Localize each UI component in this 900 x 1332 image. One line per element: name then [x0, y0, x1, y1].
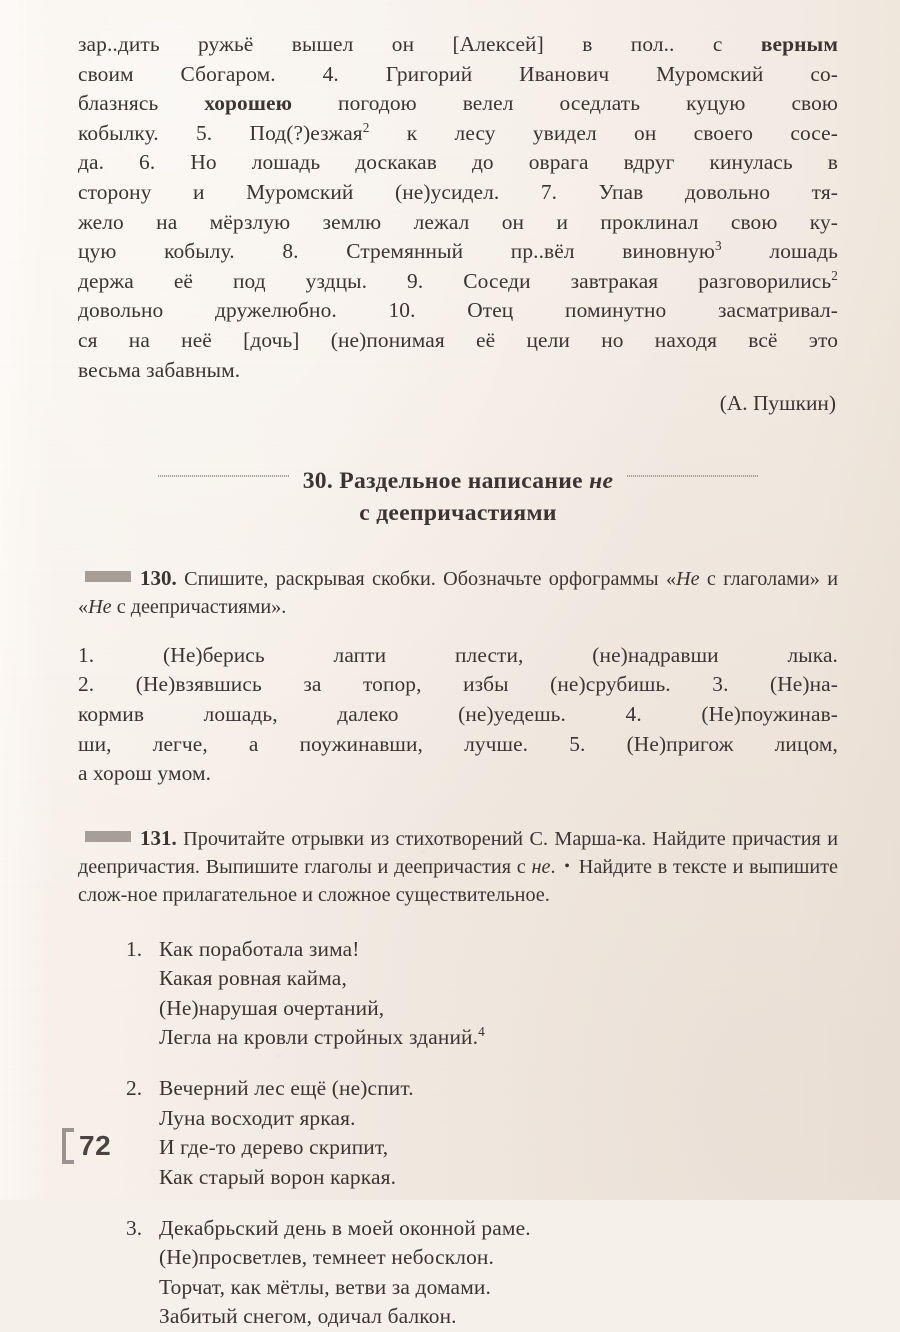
- text-run: держа её под уздцы. 9. Соседи завтракая разговорились: [78, 268, 832, 293]
- section-title: [303, 466, 614, 497]
- poem-stanza: [126, 1074, 838, 1192]
- text-run: (Не)нарушая очертаний,: [159, 995, 385, 1020]
- section-subtitle: с деепричастиями: [359, 499, 557, 526]
- passage-line: [78, 237, 838, 267]
- passage-line: [78, 356, 838, 386]
- passage-line: [78, 296, 838, 326]
- poem-line: [159, 1104, 838, 1133]
- text-run: весьма забавным.: [78, 357, 241, 382]
- stanza-number: 3.: [126, 1216, 143, 1240]
- analysis-marker: 4: [478, 1023, 485, 1039]
- text-run: Как старый ворон каркая.: [159, 1164, 397, 1189]
- text-run: Найдите в тексте и выпишите слож-: [78, 855, 839, 906]
- exercise-130-task: [78, 564, 838, 621]
- poem-line: [159, 1302, 838, 1331]
- exercise-131-task: [78, 824, 838, 909]
- bullet-separator-icon: •: [564, 857, 570, 875]
- passage-line: [78, 30, 838, 60]
- heading-rule-right-icon: [627, 475, 758, 488]
- exercise-marker-icon: [85, 571, 131, 582]
- text-run: Забитый снегом, одичал балкон.: [159, 1304, 457, 1329]
- text-run: да. 6. Но лошадь доскакав до оврага вдруг кинулась в: [78, 150, 838, 175]
- folio-bracket-icon: [62, 1128, 74, 1164]
- text-run: «: [665, 567, 677, 590]
- text-run: довольно дружелюбно. 10. Отец поминутно засматривал-: [78, 298, 838, 323]
- text-run: Вечерний лес ещё (не)спит.: [159, 1076, 414, 1101]
- text-run: Луна восходит яркая.: [159, 1105, 356, 1130]
- passage-line: [78, 326, 838, 356]
- text-run: к лесу увидел он своего сосе-: [369, 120, 838, 145]
- poem-line: [159, 1214, 838, 1243]
- section-title-italic: не: [589, 467, 614, 494]
- text-run: (Не)просветлев, темнеет небосклон.: [159, 1245, 495, 1270]
- text-run: ное прилагательное и сложное существительное.: [127, 883, 550, 906]
- exercise-131: [78, 824, 838, 1332]
- stanza-number: 2.: [126, 1076, 143, 1101]
- emphasis-italic: Не: [88, 595, 112, 618]
- poem-line: [159, 1243, 838, 1272]
- poem-line: [159, 1133, 838, 1162]
- passage-line: [78, 208, 838, 238]
- emphasis-italic: Не: [676, 567, 700, 590]
- page-number: 72: [79, 1130, 112, 1161]
- text-run: Легла на кровли стройных зданий.: [159, 1024, 479, 1049]
- text-run: с деепричастиями».: [111, 595, 287, 618]
- exercise-sentence-line: 1. (Не)берись лапти плести, (не)надравши лыка.: [78, 642, 838, 667]
- text-run: Какая ровная кайма,: [159, 966, 347, 991]
- poem-stanza: [126, 935, 838, 1053]
- stanza-lines: [159, 1214, 838, 1332]
- section-heading-row: [78, 466, 838, 497]
- passage-line: [78, 60, 838, 90]
- emphasis-bold: хорошею: [204, 91, 293, 116]
- stanza-number: 1.: [126, 936, 143, 961]
- exercise-sentence-line: ши, легче, а поужинавши, лучше. 5. (Не)пригож лицом,: [78, 731, 838, 756]
- text-run: сторону и Муромский (не)усидел. 7. Упав довольно тя-: [78, 179, 838, 204]
- passage-line: [78, 89, 838, 119]
- text-run: и деепричастия с: [377, 855, 532, 878]
- heading-rule-left-icon: [158, 475, 289, 488]
- passage-line: [78, 119, 838, 149]
- poem-line: [159, 1273, 838, 1302]
- exercise-131-number: 131.: [140, 825, 177, 850]
- text-run: ся на неё [дочь] (не)понимая её цели но находя всё это: [78, 327, 838, 352]
- exercise-130: [78, 564, 838, 789]
- poem-line: [159, 935, 838, 964]
- exercise-131-task-text: [78, 825, 839, 906]
- passage-line: [78, 178, 838, 208]
- poem-line: [159, 964, 838, 993]
- text-run: лошадь: [721, 239, 838, 264]
- section-heading: [78, 466, 838, 529]
- exercise-sentence-line: а хорош умом.: [78, 761, 212, 786]
- exercise-sentence-line: 2. (Не)взявшись за топор, избы (не)срубишь. 3. (Не)на-: [78, 672, 838, 697]
- text-run: ка. Найдите причастия и деепричастия. Выпишите глаголы: [78, 827, 839, 878]
- stanza-lines: [159, 1074, 838, 1192]
- text-run: Спишите, раскрывая скобки. Обозначьте орфограммы: [184, 567, 666, 590]
- exercise-sentence-line: кормив лошадь, далеко (не)уедешь. 4. (Не)поужинав-: [78, 701, 838, 726]
- exercise-130-task-text: [78, 565, 838, 618]
- text-run: Торчат, как мётлы, ветви за домами.: [159, 1274, 491, 1299]
- passage-line: [78, 267, 838, 297]
- emphasis-bold: верным: [760, 32, 838, 56]
- poem-line: [159, 1163, 838, 1192]
- poem-line: [159, 1023, 838, 1052]
- poem-line: [159, 1074, 838, 1103]
- analysis-marker: 3: [715, 238, 722, 254]
- analysis-marker: 2: [831, 267, 838, 283]
- exercise-marker-icon: [85, 831, 131, 842]
- passage-line: [78, 148, 838, 178]
- passage-attribution: (А. Пушкин): [719, 391, 836, 416]
- analysis-marker: 2: [362, 119, 370, 135]
- text-run: И где-то дерево скрипит,: [159, 1135, 389, 1160]
- poem-stanzas: [78, 935, 838, 1332]
- text-run: с глаголами» и «: [78, 567, 838, 618]
- text-run: .: [550, 855, 562, 878]
- text-run: погодою велел оседлать куцую свою: [292, 91, 838, 116]
- top-passage: [78, 0, 838, 385]
- poem-stanza: [126, 1214, 838, 1332]
- text-run: блазнясь: [78, 91, 205, 116]
- text-run: зар..дить ружьё вышел он [Алексей] в пол.. с: [78, 32, 761, 56]
- text-run: жело на мёрзлую землю лежал он и проклинал свою ку-: [78, 209, 838, 234]
- text-run: цую кобылу. 8. Стремянный пр..вёл виновную: [78, 239, 715, 264]
- text-run: Как поработала зима!: [159, 936, 360, 961]
- poem-line: [159, 994, 838, 1023]
- text-run: своим Сбогаром. 4. Григорий Иванович Муромский со-: [78, 61, 838, 86]
- stanza-lines: [159, 935, 838, 1053]
- text-run: Декабрьский день в моей оконной раме.: [159, 1216, 531, 1240]
- page-folio: [62, 1128, 111, 1164]
- section-title-main: 30. Раздельное написание: [302, 467, 590, 494]
- text-run: кобылку. 5. Под(?)езжая: [78, 120, 363, 145]
- exercise-130-body: [78, 641, 838, 789]
- text-run: Прочитайте отрывки из стихотворений С. Марша-: [183, 827, 623, 850]
- emphasis-italic: не: [531, 855, 551, 878]
- exercise-130-number: 130.: [140, 565, 177, 590]
